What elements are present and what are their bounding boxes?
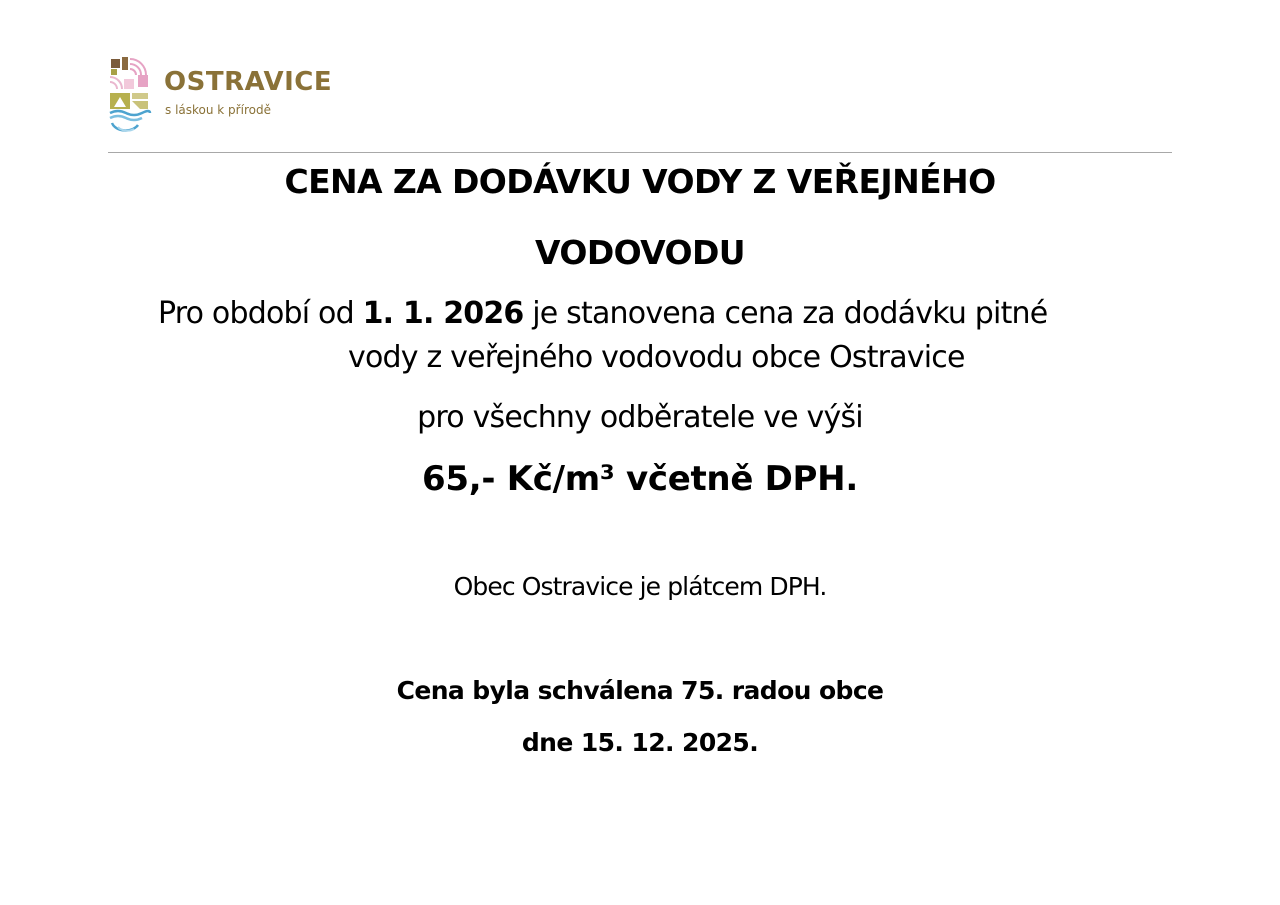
heading-line-1: CENA ZA DODÁVKU VODY Z VEŘEJNÉHO [284,162,996,201]
ostravice-logo [108,55,358,135]
effective-date: 1. 1. 2026 [362,296,524,331]
logo-name: OSTRAVICE [164,67,333,97]
announcement-prefix: Pro období od [158,296,363,331]
ostravice-emblem-icon [108,55,152,133]
announcement-line-1 [158,296,1047,331]
logo-tagline: s láskou k přírodě [165,103,271,117]
heading-line-2: VODOVODU [535,233,745,272]
water-price: 65,- Kč/m³ včetně DPH. [422,459,858,499]
vat-note: Obec Ostravice je plátcem DPH. [453,572,827,601]
announcement-line-2: vody z veřejného vodovodu obce Ostravice [348,340,965,375]
announcement-line-3: pro všechny odběratele ve výši [417,400,863,435]
header-divider [108,152,1172,153]
approval-line-1: Cena byla schválena 75. radou obce [396,676,884,705]
announcement-suffix: je stanovena cena za dodávku pitné [523,296,1048,331]
approval-line-2: dne 15. 12. 2025. [521,728,759,757]
